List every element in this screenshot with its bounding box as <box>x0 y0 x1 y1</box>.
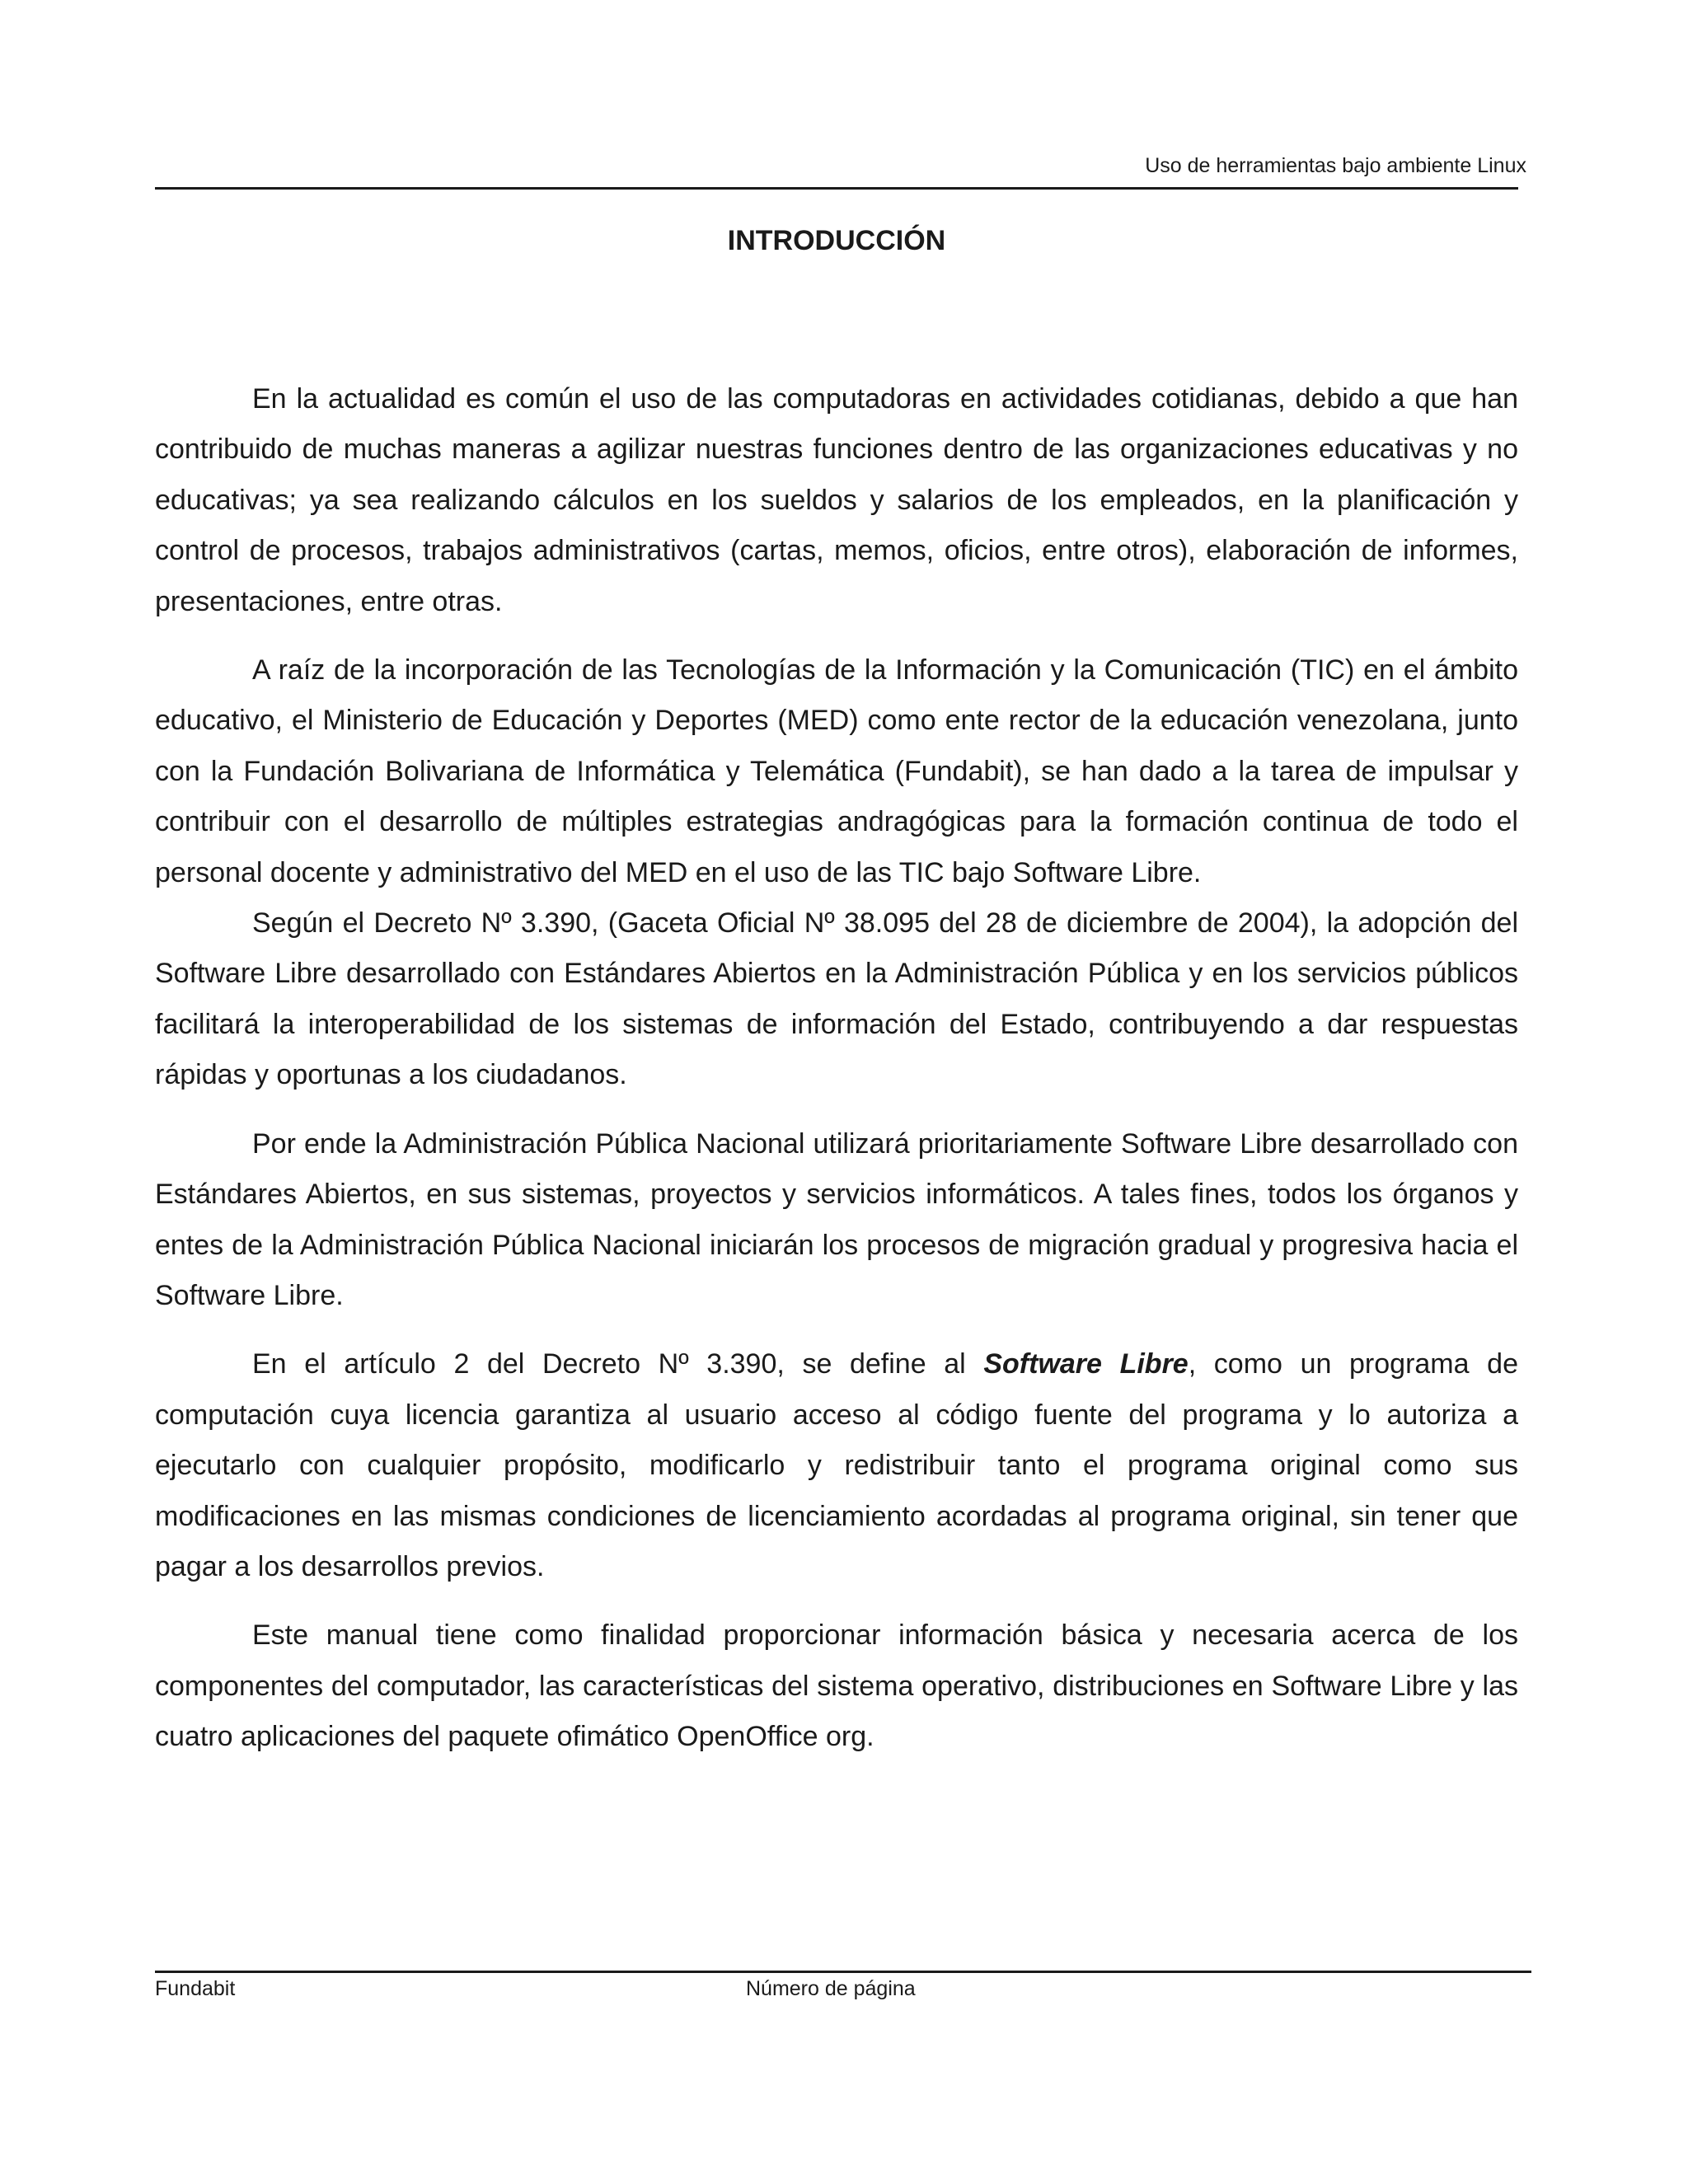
paragraph-5-rest: , como un programa de computación cuya licencia garantiza al usuario acceso al código fuente del programa y lo autoriza a ejecutarlo con cualquier propósito, modificarlo y redistribuir tanto el programa original como sus modificaciones en las mismas condiciones de licenciamiento acordadas al programa original, sin tener que pagar a los desarrollos previos. <box>155 1348 1518 1582</box>
footer-organization: Fundabit <box>155 1977 236 2000</box>
document-body <box>155 374 1518 1763</box>
paragraph-4: Por ende la Administración Pública Nacional utilizará prioritariamente Software Libre desarrollado con Estándares Abiertos, en sus sistemas, proyectos y servicios informáticos. A tales fines, todos los órganos y entes de la Administración Pública Nacional iniciarán los procesos de migración gradual y progresiva hacia el Software Libre. <box>155 1127 1518 1311</box>
paragraph-5-lead: En el artículo 2 del Decreto Nº 3.390, se define al <box>252 1348 984 1380</box>
software-libre-emphasis: Software Libre <box>983 1348 1189 1380</box>
paragraph-6: Este manual tiene como finalidad proporcionar información básica y necesaria acerca de los componentes del computador, las características del sistema operativo, distribuciones en Software Libre y las cuatro aplicaciones del paquete ofimático OpenOffice org. <box>155 1619 1518 1753</box>
footer-divider <box>155 1971 1531 1973</box>
header-divider <box>155 187 1518 190</box>
paragraph-2: A raíz de la incorporación de las Tecnologías de la Información y la Comunicación (TIC) en el ámbito educativo, el Ministerio de Educación y Deportes (MED) como ente rector de la educación venezolana, junto con la Fundación Bolivariana de Informática y Telemática (Fundabit), se han dado a la tarea de impulsar y contribuir con el desarrollo de múltiples estrategias andragógicas para la formación continua de todo el personal docente y administrativo del MED en el uso de las TIC bajo Software Libre. <box>155 654 1518 888</box>
page-title: INTRODUCCIÓN <box>727 225 946 256</box>
paragraph-3: Según el Decreto Nº 3.390, (Gaceta Oficial Nº 38.095 del 28 de diciembre de 2004), la adopción del Software Libre desarrollado con Estándares Abiertos en la Administración Pública y en los servicios públicos facilitará la interoperabilidad de los sistemas de información del Estado, contribuyendo a dar respuestas rápidas y oportunas a los ciudadanos. <box>155 907 1518 1091</box>
footer-page-number-label: Número de página <box>746 1977 916 2000</box>
running-header: Uso de herramientas bajo ambiente Linux <box>1145 154 1526 177</box>
paragraph-1: En la actualidad es común el uso de las computadoras en actividades cotidianas, debido a que han contribuido de muchas maneras a agilizar nuestras funciones dentro de las organizaciones educativas y no educativas; ya sea realizando cálculos en los sueldos y salarios de los empleados, en la planificación y control de procesos, trabajos administrativos (cartas, memos, oficios, entre otros), elaboración de informes, presentaciones, entre otras. <box>155 383 1518 617</box>
paragraph-5 <box>155 1339 1518 1592</box>
